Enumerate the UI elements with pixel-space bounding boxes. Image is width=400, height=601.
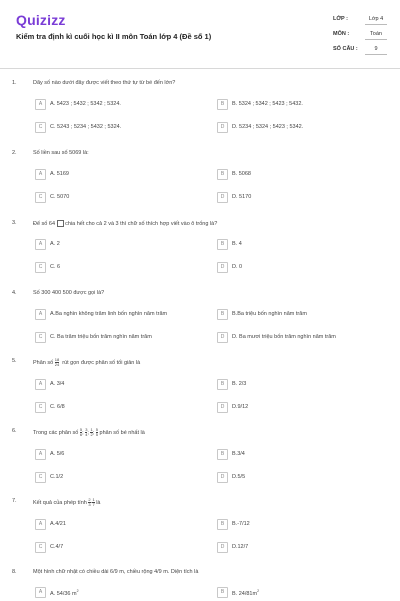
- fraction: $\frac{5}{6}$: [79, 427, 83, 437]
- question-text-pre: Trong các phân số: [33, 429, 79, 436]
- fraction: $\frac{1}{7}$: [92, 497, 95, 507]
- question-text: Số liền sau số 5069 là:: [33, 150, 89, 156]
- question-text-pre: Phân số: [33, 359, 54, 366]
- meta-question-count-value: 9: [365, 46, 387, 55]
- question-number: 5.: [12, 358, 17, 364]
- meta-class-label: LỚP :: [333, 16, 348, 22]
- question-text-post: phân số bé nhất là: [99, 429, 145, 436]
- fraction: $\frac{18}{24}$: [54, 357, 60, 367]
- fraction: $\frac{3}{4}$: [85, 427, 88, 437]
- question-text: Một hình chữ nhật có chiều dài 6/9 m, chiều rộng 4/9 m. Diện tích là: [33, 569, 199, 575]
- minus-operator: -: [90, 499, 93, 506]
- meta-question-count-label: SỐ CÂU :: [333, 46, 358, 52]
- fraction: $\frac{1}{2}$: [90, 427, 93, 437]
- worksheet-title: Kiểm tra định kì cuối học kì II môn Toán lớp 4 (Đề số 1): [16, 32, 212, 41]
- question-number: 7.: [12, 498, 17, 504]
- question-text-pre: Kết quả của phép tính: [33, 499, 87, 506]
- fraction: $\frac{5}{5}$: [95, 427, 99, 437]
- question-text-post: là: [96, 499, 101, 506]
- question-number: 2.: [12, 150, 17, 156]
- fraction: $\frac{2}{3}$: [88, 497, 91, 507]
- question-number: 8.: [12, 569, 17, 575]
- meta-subject-label: MÔN :: [333, 31, 350, 37]
- question-text: Dãy số nào dưới đây được viết theo thứ tự từ bé đến lớn?: [33, 80, 176, 86]
- question-text: Số 300 400 500 được gọi là?: [33, 290, 105, 296]
- worksheet-header: [0, 0, 400, 70]
- question-number: 6.: [12, 428, 17, 434]
- question-text: Trong các phân số $\frac{5}{6}$ ; $\frac{3}{4}$ ; $\frac{1}{2}$ ; $\frac{5}{5}$ phân số bé nhất là: [33, 427, 145, 437]
- question-text-post: rút gọn được phân số tối giản là: [62, 359, 141, 366]
- question-text: [33, 220, 217, 227]
- blank-box-icon: [57, 220, 64, 227]
- question-text-post: chia hết cho cả 2 và 3 thì chữ số thích hợp viết vào ô trống là?: [65, 220, 218, 227]
- question-text: [33, 498, 100, 507]
- meta-class-value: Lớp 4: [365, 16, 387, 25]
- question-number: 4.: [12, 290, 17, 296]
- question-text: [33, 358, 140, 367]
- quizizz-logo: Quizizz: [16, 12, 66, 28]
- header-divider: [0, 68, 400, 69]
- question-number: 3.: [12, 220, 17, 226]
- meta-subject-value: Toán: [365, 31, 387, 40]
- question-number: 1.: [12, 80, 17, 86]
- question-text-pre: Để số 64: [33, 220, 56, 227]
